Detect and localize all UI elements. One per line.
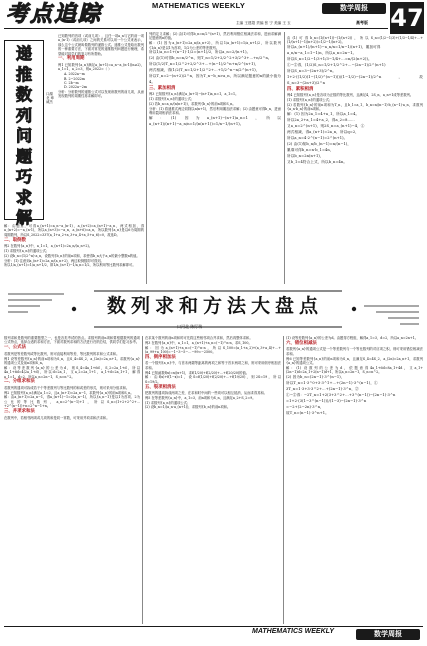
choice-d: D. 2022a−2m [64,85,87,90]
formula-line: 又b_1=4符合上式，所以b_n=4n。 [287,159,348,164]
formula-line: 所以a_n=4·2^(n−1)=2^(n+1)。 [287,135,348,140]
col3-continuation: 由(1)可得b_n=(1/(n+1))−(1/(n+2))，所以S_n=(1/2−1/3)+(1/3−1/4)+…+(1/(n+1)−1/(n+2))=1/2−1/(n+2)。 [287,36,423,45]
formula-line: ①−②得：−2T_n=1+2(3+3^2+…+3^(n−1))−(2n−1)·3^n [286,392,396,397]
solution-1: 解：由题意，可得a_(n+1)=a_n−a_(n-1)，a_(n+2)=a_(n+1)−a_n，两式相加，得a_(n+2)=−a_(n-1)，所以a_(n+3)=−a_n，a_(n+6)=a_n，所以数列{a_n}是以6为周期的周期数列，所以S_2022=337(a_1+a_2+a_3+a_4+a_5+a_6)=0，故选D。 [4,224,144,237]
title-char: 递 [15,44,32,63]
col2-continuation: 列的定义求解；(2) 由(1)可得b_n=n/2^(n+1)，然后利用错位相减法求和，进而求解满足题意的n的值。 [149,32,281,41]
footer-masthead: MATHEMATICS WEEKLY [252,628,335,635]
example-3-q2: (2) 若b_n=a_n/(n(n+1))，求数列{b_n}的前n项和S_n。 [149,102,236,107]
footer-rule [4,626,423,627]
example-4: 例4 已知数列{a_n}是各项为正数的等比数列，且满足4，2S_n，a_n+1成等差数列。 [287,93,414,98]
example-6: 例6 已知等差数列{a_n}的前n项和为S_n，且满足S_4=4S_2，a_(2n)=2a_n+1，求数列{a_n}的通项公式。 [286,356,423,365]
formula-line: ①−②得，(1/2)S_n=1/2+1/2^2+…−(2n−1)/2^(n+1) [287,63,386,68]
top-column-1-lower [4,224,144,284]
solution-3: 解：因为a_(n+1)+a_n=(−1)^n·n，所以S_100=(a_1+a_2)+(a_3+a_4)+…+(a_99+a_100)=−1−3−5−…−99=−2500。 [145,345,281,354]
title-char: 推 [15,64,32,84]
section-text: 把数列的通项拆成两项之差，在求和时中间的一些项可以相互抵消，从而求得其和。 [145,391,267,395]
intro-text: 数列求和是数列的重要题型之一，也是各类考试的热点。求数列的前n项和要根据数列的通项公式特点，选择合适的求和方法，下面对数列求和的方法进行归纳总结，供同学们复习参考。 [4,336,140,345]
example-1: 例1 已知数列{a_n}满足a_(n+1)=a_n−a_(n-1)(n≥2)，a_1=1，a_2=3，则a_2022=（ ） [58,62,144,72]
title-char: 题 [15,146,32,166]
example-4: 例4 已知函数f(x)=x/(x+1)，求f(1/20)+f(2/20)+…+f(20/20)的值。 [145,370,250,375]
formula-line: 故T_n=(n−1)·3^n+1。 [286,410,329,415]
brand-badge: 数学周报 [322,3,386,14]
column-divider [146,32,147,284]
solution-6: 解：(1) 设数列的公差为d，依题意得4a_1+6d=8a_1+4d，又a_1+(2n−1)d=2a_1+2(n−1)d+1，所以a_n=2n−1，S_n=n^2。 [286,365,423,375]
formula-line: =−2+(2−2n)·3^n， [286,404,324,409]
solution-1: 解：设等差数列{a_n}的公差为d，则S_4=4a_1+6d，S_2=2a_1+d，所以4a_1+6d=4(2a_1+d)，所以d=2a_1，又a_2=2a_1+1，a_1+d=2a_1+1，解得a_1=1，d=2，所以a_n=2n−1，S_n=n^2。 [4,365,140,379]
section-text: 若数列是等差数列或等比数列，则可直接利用等差、等比数列的求和公式求和。 [4,351,120,356]
title-char: 求 [15,187,32,207]
article-author: 口河北 陈际瑞 [177,324,203,329]
example-5-q1: (1) 求数列{a_n}的通项公式； [145,400,191,405]
formula-line: 所以S_n=3−(2n+3)/2^n。 [287,69,337,74]
bottom-column-1 [4,336,140,622]
masthead-title: MATHEMATICS WEEKLY [152,1,246,10]
editor-credits: 主编 王建超 责编 张 宁 美编 王 玉 [236,21,291,25]
section-text: 若数列{a_n}的通项公式是一个等差数列与一个等比数列的对应项之积，则可采用错位相减法求和。 [286,347,423,356]
solution-2: 解：由a_(n+1)=2a_n−1，得a_(n+1)−1=2(a_n−1)，所以{a_n−1}是以1为首项、2为公比的等比数列，a_n=2^(n−1)+1，所以S_n=(1+2+2^2+…+2^(n−1))+n=2^n−1+n。 [4,395,140,409]
formula-line: 所以a_(n+1)/(n+1)−a_n/n=1/n−1/(n+1)，累加可得 [287,45,381,50]
formula-line: 所以T_n=1·3^0+3·3^1+…+(2n−1)·3^(n−1)，① [286,380,378,385]
article-title-banner [4,40,44,227]
solution-2: 所以1/a_(n+1)=1/a_n+1/2，即1/a_(n+1)−1/a_n=1/2，所以利用等比数列求解即可。 [4,263,136,268]
formula-line: =1+2·(3(1−3^(n−1)))/(1−3)−(2n−1)·3^n [286,398,367,403]
top-column-2 [149,32,281,284]
choice-c: C. 2b−m [64,80,79,85]
formula-line: 所以T_n=2−(n+2)/2^n，因为T_n−b_n>a_n，所以满足题意的n的最小值为4。 [149,74,281,84]
section-heading: 一、利用周期 [58,56,85,62]
formula-line: (2) 由(1)可得b_n=n/2^n，则T_n=1/2+2/2^2+3/2^3+…+n/2^n。 [149,56,272,61]
solution-3: 解：(1) 因为a_(n+1)−(n+1)a_n=1，所以a_(n+1)/(n+1)−a_n/n=1/(n(n+1))=1/n−1/(n+1)。 [149,116,281,126]
example-5-q2: (2) 设b_n=1/(a_n·a_(n+1))，求数列{b_n}的前n项和。 [145,405,231,410]
title-char: 解 [15,208,32,227]
section-heading: 四、倒序相加法 [145,354,176,360]
header-rule [4,28,388,29]
example-3: 例3 已知数列{a_n}满足a_(n+1)−(n+1)a_n=1，a_1=1。 [149,92,239,97]
page-number: 47 [390,4,424,32]
formula-line: 两式相减，得(1/2)T_n=1/2+1/2^2+…+1/2^n−n/2^(n+1)， [149,68,260,73]
formula-line: (2) 由(1)知b_n/b_(n−1)=n/(n−1)， [287,141,352,146]
column-divider [284,32,285,284]
article-author: 口湖北 章诚杰 [46,92,54,104]
title-char: 数 [15,85,32,104]
formula-line: 解：(1) 因为2a_1=4+a_1，所以a_1=4。 [287,112,360,116]
example-5: 例5 在等差数列{a_n}中，a_1=3，前n项和为S_n，且满足a_2+S_2=9。 [145,395,256,400]
col2-solution: 解：(1) 因为a_(n+1)=2a_n/(a_n+2)，所以1/a_(n+1)=1/a_n+1/2，所以数列{1/a_n}是以1为首项，1/2为公差的等差数列。 [149,41,281,50]
formula-line: 所以S_n=1/2−1/3+1/3−1/4+…=n/(2(n+2))。 [287,57,372,62]
section-text: 在数列中，若相邻两项或几项的和是同一常数，可采用并项求和法求和。 [4,415,110,420]
analysis-1: 分析：分析数列的递推公式可以发现该数列的前几项，从而发现数列的周期性再求解即可。 [58,89,144,99]
top-column-1 [58,34,144,224]
example-1: 例1 设等差数列{a_n}的前n项和为S_n，且S_4=4S_2，a_(2n)=2a_n+1。求数列{a_n}的通项公式及前n项和S_n。 [4,356,140,365]
header-logo: 考点追踪 [6,2,103,27]
example-2-q2: (2) 设b_n=(1/2^n)·a_n，设数列{b_n}的前n项和，求使得b_n大于a_n的最小整数n的值。 [4,253,140,258]
section-text: 若数列的通项可拆成若干个等差数列与等比数列的和或差的形式，则可采用分组求和。 [4,385,130,390]
section-heading: 五、裂项相消法 [145,384,176,390]
example-2: 例2 已知数列{a_n}满足a_1=2，且a_(n+1)=2a_n−1，求数列{a_n}的前n项和S_n。 [4,390,134,395]
choice-b: B. 2−2022m [64,76,85,81]
edition-label: 高考版 [356,20,368,25]
article-title: 数列求和方法大盘点 [106,295,323,317]
section-heading: 一、公式法 [4,345,26,351]
example-4-q2: (2) 若数列{b_n}的前n项和为T_n，且b_1=a_1，b_n=n/(n−1)·b_(n−1)·a_n，求数列{a_n·b_n}的前n项和。 [287,102,423,112]
column-divider [283,336,284,624]
formula-line: 所以(1/2)T_n=1/2^2+2/2^3+…+(n−1)/2^n+n/2^(n+1)， [149,62,259,67]
section-heading: 二、分组求和法 [4,379,35,385]
choice-a: A. 2022a−m [64,72,85,77]
formula-line: a_n/n−a_1=1−1/n，所以a_n=2n−1。 [287,51,357,56]
column-divider [142,336,143,624]
bottom-column-3 [286,336,423,622]
formula-line: 所以1/a_n=1+(n−1)·1/2=(n+1)/2，所以a_n=2/(n+1)。 [149,50,251,55]
title-char: 问 [15,126,32,145]
section-heading: 二、取倒数 [4,237,26,243]
footer-brand-badge: 数学周报 [356,629,420,640]
formula-line: 3T_n=1·3+3·3^2+…+(2n−1)·3^n，② [286,386,359,391]
example-2: 例2 在数列{a_n}中，a_1=1，a_(n+1)=2a_n/(a_n+2)。 [4,244,93,249]
section-heading: 六、错位相减法 [286,340,317,346]
solution-4: 解：由f(x)+f(1−x)=1，设S=f(1/20)+f(2/20)+…+f(19/20)，则2S=19，所以S=19/2。 [145,375,281,384]
title-char: 巧 [15,167,32,186]
bottom-column-2 [145,336,281,622]
formula-line: 所以b_n=2n(n+1)， [287,153,324,158]
example-4-q1: (1) 求数列{a_n}的通项公式； [287,98,333,102]
section-text: 若一个数列{a_n}中，与首末两端等距离的两项之和等于首末两项之和，则可采用倒序相加法求和。 [145,361,281,370]
section-heading: 三、并项求和法 [4,409,35,415]
example-2-q1: (1) 求数列{a_n}的通项公式； [4,248,50,253]
analysis-3: 分析：(1) 将递推式两边同除以n(n+1)，然后利用累加法求解；(2) 由题意可得b_n，进而利用裂项相消法求和。 [149,106,281,116]
title-char: 列 [15,105,32,125]
top-column-3 [287,36,423,284]
section-heading: 三、累加相消 [149,85,176,91]
formula-line: 1+2·((1/2)(1−(1/2)^(n−1)))/(1−1/2)−(2n−1)/2^n，故S_n=3−(2n+3)/2^n [287,75,423,85]
formula-line: 累乘可得b_n=n·b_1=4n， [287,147,334,152]
col2-continuation: 在求某个数列的前n项和时可先将这些相邻项合并求和，然后再整体求和。 [145,336,253,340]
formula-line: 两式相减，得a_(n+1)=2a_n，所以q=2， [287,129,359,134]
example-3: 例3 在数列{a_n}中，a_1=1，a_(n+1)+a_n=(−1)^n·n，求S_100。 [145,340,252,345]
intro-text: 已知数列的首项（或前几项），且任一项a_n与它的前一项a_(n-1)（或前几项）之间的关系可以用一个公式来表示，那么这个公式就叫做数列的递推公式。递推公式是给出数列的一种重要方法，下面对常见的递推数列问题进行梳理，希望能对同学们的复习有所帮助。 [58,34,144,56]
section-heading: 四、累积相消 [287,86,314,92]
formula-line: 又a_n=2^(n+1)，则2S_n=a_(n+1)−4，① [287,123,365,128]
formula-line: (2) 因为b_n=(2n−1)·3^(n−1)， [286,374,345,379]
formula-line: 所以2a_2+a_1=4+a_2，得a_2=8…… [287,117,355,122]
col3-continuation: (1) 设等差数列{a_n}的公差为d。由题得方程组，解得a_1=3，d=2，所以a_n=2n+1。 [286,336,419,340]
example-3-q1: (1) 求数列{a_n}的通项公式； [149,97,195,102]
analysis-2: 分析：(1) 注意到a_(n+1)=2a_n/(a_n+2)，两边取倒数即可得到。 [4,258,104,263]
